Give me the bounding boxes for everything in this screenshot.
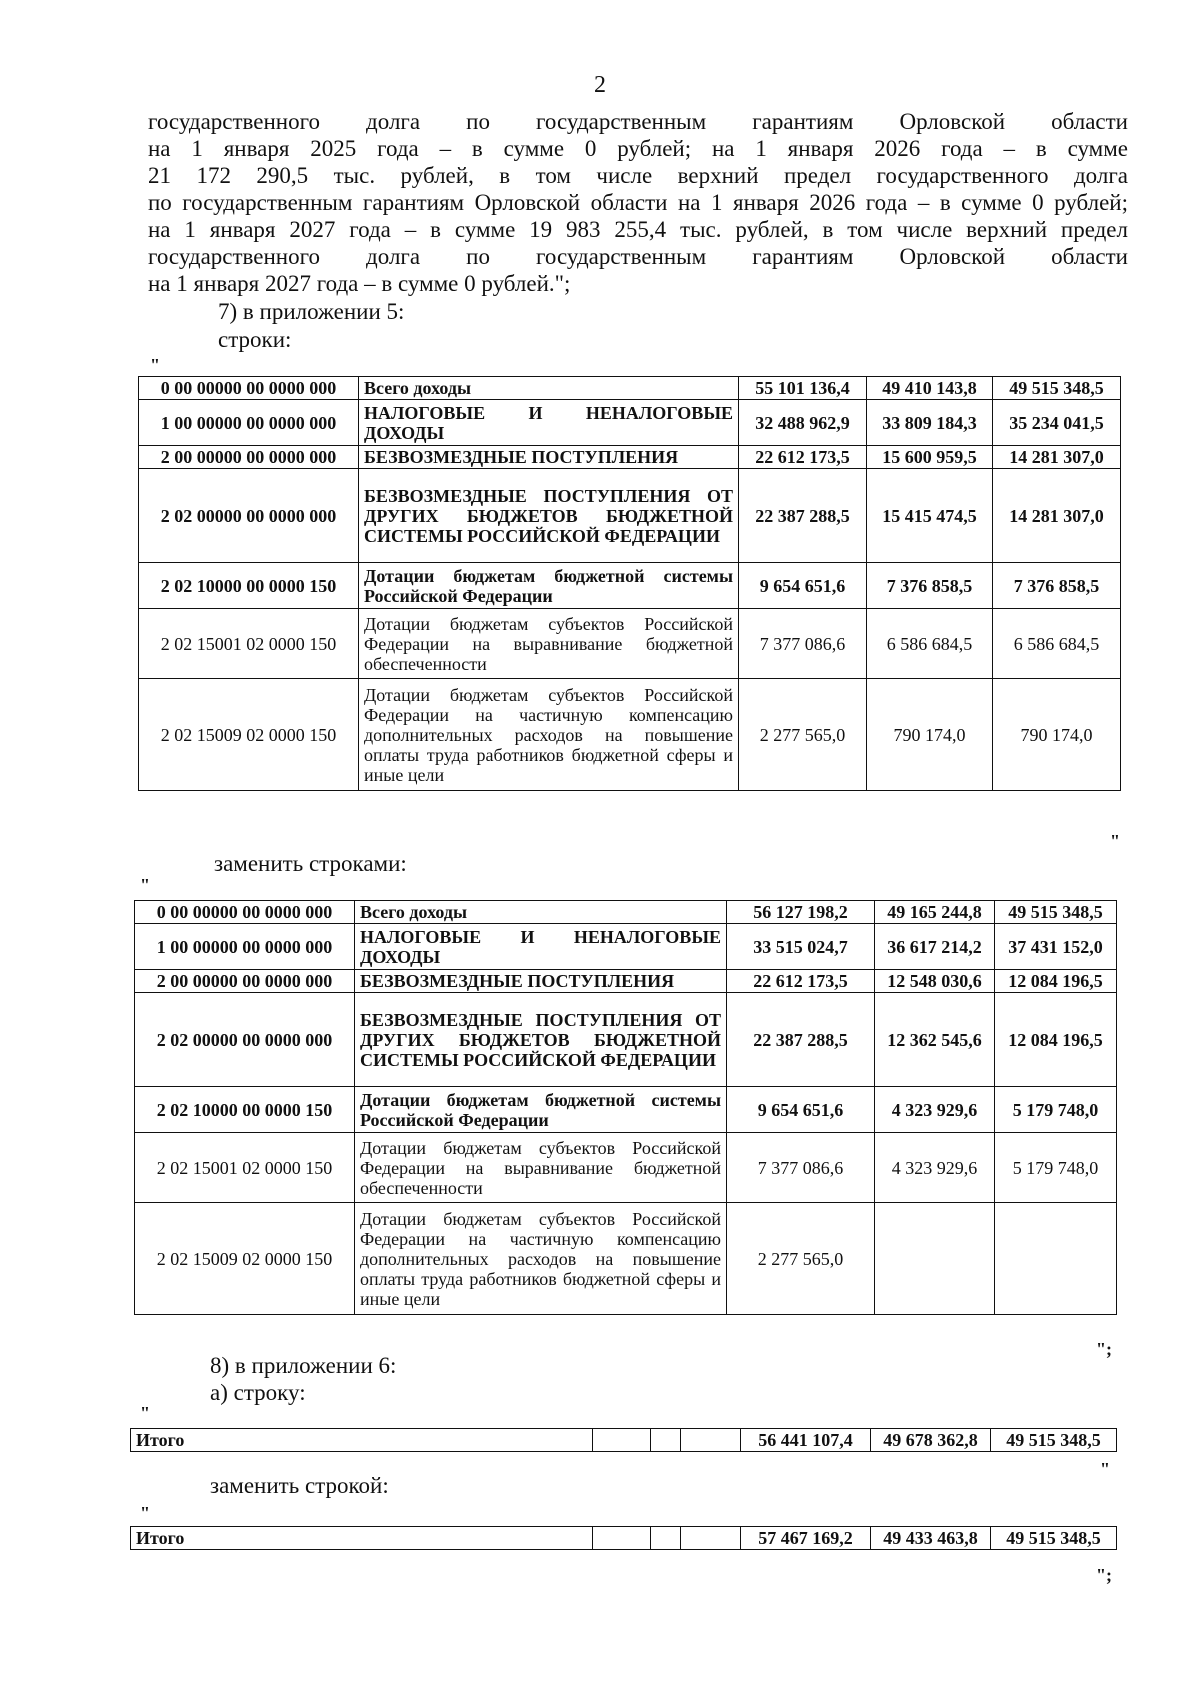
row-value-2: 49 410 143,8 — [867, 377, 993, 400]
row-value-2: 6 586 684,5 — [867, 609, 993, 679]
close-quote: " — [1100, 1459, 1110, 1479]
itogo-value-3: 49 515 348,5 — [991, 1527, 1117, 1550]
replace-row-label: заменить строкой: — [210, 1473, 389, 1498]
itogo-value-1: 56 441 107,4 — [741, 1429, 871, 1452]
row-code: 1 00 00000 00 0000 000 — [135, 924, 355, 970]
item-8: 8) в приложении 6: — [210, 1353, 397, 1378]
row-value-3: 790 174,0 — [993, 679, 1121, 791]
row-value-3: 14 281 307,0 — [993, 446, 1121, 469]
row-value-1: 22 612 173,5 — [739, 446, 867, 469]
row-name: Дотации бюджетам субъектов Российской Федерации на частичную компенсацию дополнительных расходов на повышение оплаты труда работников бюджетной сферы и иные цели — [359, 679, 739, 791]
row-code: 2 00 00000 00 0000 000 — [135, 970, 355, 993]
itogo-value-2: 49 678 362,8 — [871, 1429, 991, 1452]
row-value-1: 7 377 086,6 — [739, 609, 867, 679]
intro-line: на 1 января 2027 года – в сумме 19 983 255,4 тыс. рублей, в том числе верхний предел — [148, 217, 1128, 242]
replace-rows-label: заменить строками: — [214, 851, 407, 876]
intro-line: на 1 января 2027 года – в сумме 0 рублей."; — [148, 271, 571, 296]
row-code: 2 00 00000 00 0000 000 — [139, 446, 359, 469]
itogo-value-3: 49 515 348,5 — [991, 1429, 1117, 1452]
row-value-2: 4 323 929,6 — [875, 1087, 995, 1133]
empty-cell — [651, 1429, 681, 1452]
row-value-1: 9 654 651,6 — [727, 1087, 875, 1133]
intro-line: государственного долга по государственным гарантиям Орловской области — [148, 109, 1128, 134]
old-rows-table — [138, 376, 1121, 791]
row-name: БЕЗВОЗМЕЗДНЫЕ ПОСТУПЛЕНИЯ — [359, 446, 739, 469]
row-name: НАЛОГОВЫЕ И НЕНАЛОГОВЫЕ ДОХОДЫ — [355, 924, 727, 970]
row-value-1: 56 127 198,2 — [727, 901, 875, 924]
close-quote-semicolon: "; — [1096, 1339, 1112, 1359]
row-name: Дотации бюджетам бюджетной системы Российской Федерации — [359, 563, 739, 609]
row-code: 0 00 00000 00 0000 000 — [139, 377, 359, 400]
page-number: 2 — [594, 72, 606, 98]
table-row — [135, 993, 1117, 1087]
row-value-1: 22 387 288,5 — [739, 469, 867, 563]
row-value-3: 14 281 307,0 — [993, 469, 1121, 563]
row-name: БЕЗВОЗМЕЗДНЫЕ ПОСТУПЛЕНИЯ ОТ ДРУГИХ БЮДЖЕТОВ БЮДЖЕТНОЙ СИСТЕМЫ РОССИЙСКОЙ ФЕДЕРАЦИИ — [355, 993, 727, 1087]
row-value-2 — [875, 1203, 995, 1315]
row-value-3: 7 376 858,5 — [993, 563, 1121, 609]
row-code: 2 02 10000 00 0000 150 — [139, 563, 359, 609]
row-code: 2 02 15009 02 0000 150 — [139, 679, 359, 791]
row-value-3: 49 515 348,5 — [995, 901, 1117, 924]
table-row — [139, 400, 1121, 446]
row-code: 2 02 10000 00 0000 150 — [135, 1087, 355, 1133]
open-quote: " — [140, 1403, 150, 1423]
itogo-label: Итого — [131, 1429, 593, 1452]
row-value-1: 9 654 651,6 — [739, 563, 867, 609]
table-row — [135, 1087, 1117, 1133]
row-value-1: 22 387 288,5 — [727, 993, 875, 1087]
itogo-new-row — [130, 1526, 1117, 1550]
table-row — [139, 377, 1121, 400]
item-7: 7) в приложении 5: — [218, 299, 405, 324]
empty-cell — [681, 1429, 741, 1452]
row-name: Дотации бюджетам субъектов Российской Федерации на частичную компенсацию дополнительных расходов на повышение оплаты труда работников бюджетной сферы и иные цели — [355, 1203, 727, 1315]
row-code: 2 02 00000 00 0000 000 — [135, 993, 355, 1087]
intro-line: на 1 января 2025 года – в сумме 0 рублей; на 1 января 2026 года – в сумме — [148, 136, 1128, 161]
open-quote: " — [140, 875, 150, 895]
itogo-old-row — [130, 1428, 1117, 1452]
item-7-rows-label: строки: — [218, 327, 292, 352]
close-quote: " — [1110, 831, 1120, 851]
table-row — [139, 446, 1121, 469]
row-code: 2 02 15001 02 0000 150 — [135, 1133, 355, 1203]
table-row — [139, 469, 1121, 563]
table-row — [131, 1527, 1117, 1550]
itogo-value-2: 49 433 463,8 — [871, 1527, 991, 1550]
row-value-2: 12 548 030,6 — [875, 970, 995, 993]
intro-line: по государственным гарантиям Орловской области на 1 января 2026 года – в сумме 0 рублей; — [148, 190, 1128, 215]
item-8a: а) строку: — [210, 1380, 306, 1405]
row-value-3: 12 084 196,5 — [995, 993, 1117, 1087]
intro-line: государственного долга по государственным гарантиям Орловской области — [148, 244, 1128, 269]
row-name: Дотации бюджетам субъектов Российской Федерации на выравнивание бюджетной обеспеченности — [355, 1133, 727, 1203]
itogo-value-1: 57 467 169,2 — [741, 1527, 871, 1550]
table-row — [135, 901, 1117, 924]
table-row — [135, 1203, 1117, 1315]
intro-line: 21 172 290,5 тыс. рублей, в том числе верхний предел государственного долга — [148, 163, 1128, 188]
row-value-1: 22 612 173,5 — [727, 970, 875, 993]
row-value-3 — [995, 1203, 1117, 1315]
row-value-3: 5 179 748,0 — [995, 1133, 1117, 1203]
row-name: НАЛОГОВЫЕ И НЕНАЛОГОВЫЕ ДОХОДЫ — [359, 400, 739, 446]
row-code: 2 02 15001 02 0000 150 — [139, 609, 359, 679]
row-value-3: 49 515 348,5 — [993, 377, 1121, 400]
row-value-1: 33 515 024,7 — [727, 924, 875, 970]
table-row — [135, 924, 1117, 970]
table-row — [131, 1429, 1117, 1452]
row-code: 2 02 15009 02 0000 150 — [135, 1203, 355, 1315]
empty-cell — [681, 1527, 741, 1550]
row-name: БЕЗВОЗМЕЗДНЫЕ ПОСТУПЛЕНИЯ ОТ ДРУГИХ БЮДЖЕТОВ БЮДЖЕТНОЙ СИСТЕМЫ РОССИЙСКОЙ ФЕДЕРАЦИИ — [359, 469, 739, 563]
row-value-3: 12 084 196,5 — [995, 970, 1117, 993]
open-quote: " — [150, 355, 160, 375]
row-name: БЕЗВОЗМЕЗДНЫЕ ПОСТУПЛЕНИЯ — [355, 970, 727, 993]
table-row — [135, 970, 1117, 993]
row-value-3: 35 234 041,5 — [993, 400, 1121, 446]
open-quote: " — [140, 1503, 150, 1523]
intro-paragraph — [148, 108, 1128, 297]
row-value-2: 33 809 184,3 — [867, 400, 993, 446]
itogo-label: Итого — [131, 1527, 593, 1550]
row-value-3: 6 586 684,5 — [993, 609, 1121, 679]
row-value-2: 15 600 959,5 — [867, 446, 993, 469]
row-name: Всего доходы — [355, 901, 727, 924]
row-value-1: 55 101 136,4 — [739, 377, 867, 400]
row-value-1: 7 377 086,6 — [727, 1133, 875, 1203]
table-row — [139, 679, 1121, 791]
row-value-3: 37 431 152,0 — [995, 924, 1117, 970]
table-row — [135, 1133, 1117, 1203]
table-row — [139, 563, 1121, 609]
row-value-2: 36 617 214,2 — [875, 924, 995, 970]
row-value-3: 5 179 748,0 — [995, 1087, 1117, 1133]
row-code: 0 00 00000 00 0000 000 — [135, 901, 355, 924]
row-value-1: 2 277 565,0 — [739, 679, 867, 791]
empty-cell — [593, 1429, 651, 1452]
row-value-2: 49 165 244,8 — [875, 901, 995, 924]
row-value-1: 2 277 565,0 — [727, 1203, 875, 1315]
row-value-2: 12 362 545,6 — [875, 993, 995, 1087]
empty-cell — [593, 1527, 651, 1550]
empty-cell — [651, 1527, 681, 1550]
row-value-2: 15 415 474,5 — [867, 469, 993, 563]
row-value-2: 4 323 929,6 — [875, 1133, 995, 1203]
row-name: Всего доходы — [359, 377, 739, 400]
new-rows-table — [134, 900, 1117, 1315]
row-code: 2 02 00000 00 0000 000 — [139, 469, 359, 563]
close-quote-semicolon: "; — [1096, 1565, 1112, 1585]
row-name: Дотации бюджетам субъектов Российской Федерации на выравнивание бюджетной обеспеченности — [359, 609, 739, 679]
row-value-2: 790 174,0 — [867, 679, 993, 791]
table-row — [139, 609, 1121, 679]
row-code: 1 00 00000 00 0000 000 — [139, 400, 359, 446]
row-value-1: 32 488 962,9 — [739, 400, 867, 446]
row-name: Дотации бюджетам бюджетной системы Российской Федерации — [355, 1087, 727, 1133]
row-value-2: 7 376 858,5 — [867, 563, 993, 609]
